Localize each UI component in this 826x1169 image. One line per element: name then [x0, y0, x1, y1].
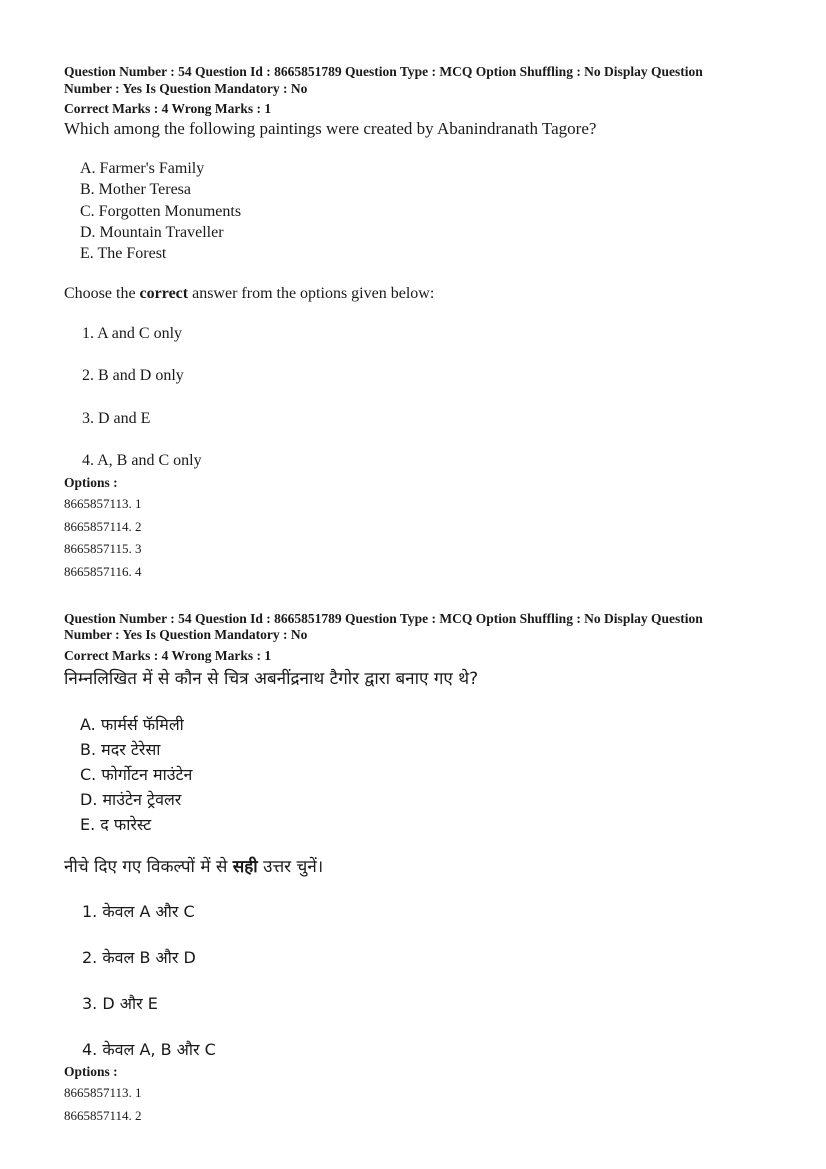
option-id: 8665857116. 4: [64, 564, 142, 579]
answer-choice: 1. केवल A और C: [82, 902, 195, 921]
statement-item: E. The Forest: [80, 245, 167, 262]
answer-choice: 4. केवल A, B और C: [82, 1040, 216, 1059]
option-id: 8665857115. 3: [64, 541, 142, 556]
instruction-text: Choose the correct answer from the options given below:: [64, 285, 435, 302]
answer-choice: 2. B and D only: [82, 367, 184, 384]
statement-item: B. Mother Teresa: [80, 181, 191, 198]
answer-choice: 3. D and E: [82, 410, 151, 427]
statement-item: A. फार्मर्स फॅमिली: [80, 715, 184, 734]
statement-item: C. फोर्गोटन माउंटेन: [80, 765, 193, 784]
option-id: 8665857113. 1: [64, 1085, 142, 1100]
statement-item: E. द फारेस्ट: [80, 815, 152, 834]
question-marks: Correct Marks : 4 Wrong Marks : 1: [64, 648, 272, 663]
statement-item: A. Farmer's Family: [80, 160, 205, 177]
instruction-text: नीचे दिए गए विकल्पों में से सही उत्तर चुनें।: [64, 857, 324, 877]
question-text: निम्नलिखित में से कौन से चित्र अबनींद्रनाथ टैगोर द्वारा बनाए गए थे?: [64, 669, 479, 689]
question-meta-line2: Number : Yes Is Question Mandatory : No: [64, 627, 308, 642]
options-label: Options :: [64, 475, 118, 490]
option-id: 8665857114. 2: [64, 519, 142, 534]
answer-choice: 1. A and C only: [82, 325, 183, 342]
answer-choice: 4. A, B and C only: [82, 452, 202, 469]
statement-item: D. माउंटेन ट्रेवलर: [80, 790, 182, 809]
question-meta-line2: Number : Yes Is Question Mandatory : No: [64, 81, 308, 96]
option-id: 8665857113. 1: [64, 496, 142, 511]
question-text: Which among the following paintings were created by Abanindranath Tagore?: [64, 119, 597, 138]
question-meta-line1: Question Number : 54 Question Id : 8665851789 Question Type : MCQ Option Shuffling : No Display Question: [64, 611, 703, 626]
option-id: 8665857114. 2: [64, 1108, 142, 1123]
answer-choice: 2. केवल B और D: [82, 948, 196, 967]
statement-item: D. Mountain Traveller: [80, 224, 224, 241]
statement-item: C. Forgotten Monuments: [80, 203, 242, 220]
question-meta-line1: Question Number : 54 Question Id : 8665851789 Question Type : MCQ Option Shuffling : No Display Question: [64, 64, 703, 79]
statement-item: B. मदर टेरेसा: [80, 740, 161, 759]
answer-choice: 3. D और E: [82, 994, 158, 1013]
question-marks: Correct Marks : 4 Wrong Marks : 1: [64, 101, 272, 116]
options-label: Options :: [64, 1064, 118, 1079]
